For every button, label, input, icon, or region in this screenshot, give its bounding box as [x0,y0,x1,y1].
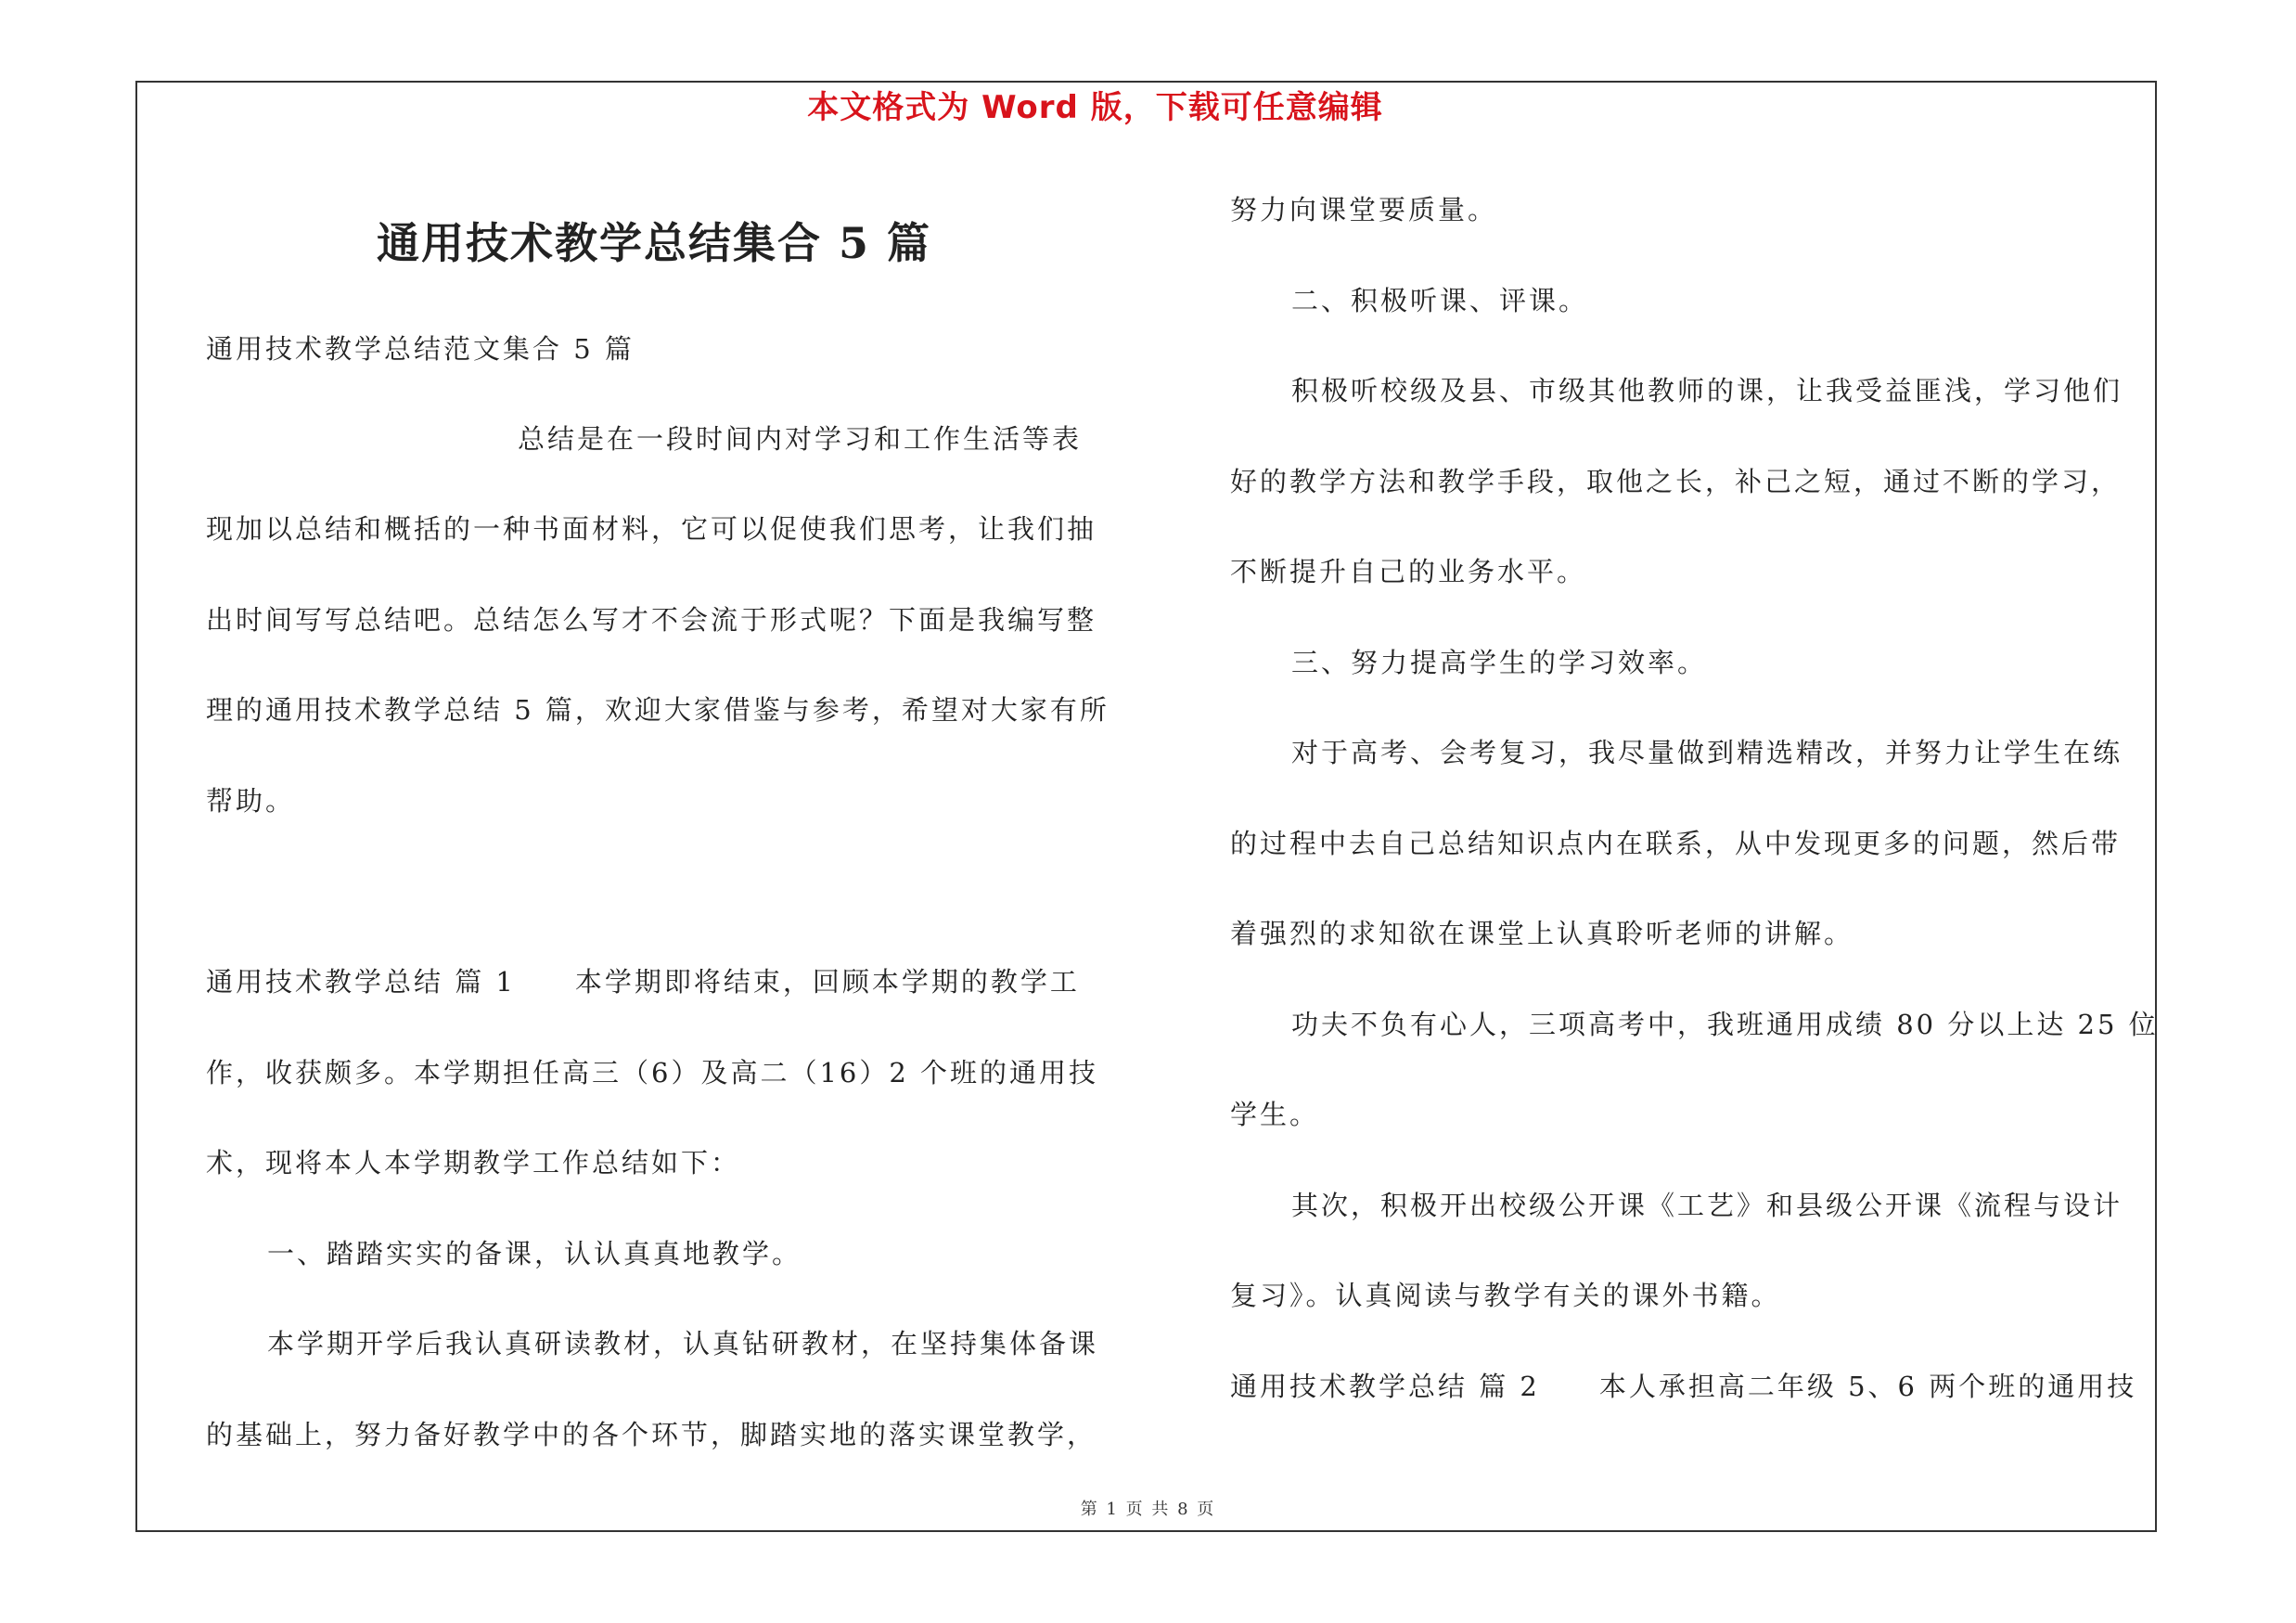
body-line: 总结是在一段时间内对学习和工作生活等表 [518,423,1083,455]
body-line: 二、积极听课、评课。 [1291,285,1589,316]
body-line: 通用技术教学总结范文集合 5 篇 [206,333,635,365]
body-line: 好的教学方法和教学手段，取他之长，补己之短，通过不断的学习， [1230,466,2122,497]
body-line: 复习》。认真阅读与教学有关的课外书籍。 [1230,1280,1781,1311]
body-line: 学生。 [1230,1099,1320,1130]
section-heading-line: 通用技术教学总结 篇 2 本人承担高二年级 5、6 两个班的通用技 [1230,1371,2137,1402]
body-line: 作，收获颇多。本学期担任高三（6）及高二（16）2 个班的通用技 [206,1057,1099,1088]
body-line: 现加以总结和概括的一种书面材料，它可以促使我们思考，让我们抽 [206,513,1097,545]
body-line: 的基础上，努力备好教学中的各个环节，脚踏实地的落实课堂教学， [206,1419,1097,1450]
page-frame [135,81,2157,1532]
body-line: 积极听校级及县、市级其他教师的课，让我受益匪浅，学习他们 [1291,375,2123,406]
page-number-footer: 第 1 页 共 8 页 [1080,1500,1216,1519]
body-line: 着强烈的求知欲在课堂上认真聆听老师的讲解。 [1230,918,1854,949]
body-line: 术，现将本人本学期教学工作总结如下： [206,1147,741,1179]
body-line: 其次，积极开出校级公开课《工艺》和县级公开课《流程与设计 [1291,1190,2123,1221]
section-heading-line: 通用技术教学总结 篇 1 本学期即将结束，回顾本学期的教学工 [206,966,1080,998]
body-line: 一、踏踏实实的备课，认认真真地教学。 [267,1238,802,1269]
body-line: 出时间写写总结吧。总结怎么写才不会流于形式呢？下面是我编写整 [206,604,1097,636]
body-line: 本学期开学后我认真研读教材，认真钻研教材，在坚持集体备课 [267,1328,1099,1359]
body-line: 三、努力提高学生的学习效率。 [1291,647,1708,678]
body-line: 对于高考、会考复习，我尽量做到精选精改，并努力让学生在练 [1291,737,2123,768]
body-line: 功夫不负有心人，三项高考中，我班通用成绩 80 分以上达 25 位 [1291,1009,2159,1040]
document-title: 通用技术教学总结集合 5 篇 [377,218,932,268]
word-format-banner: 本文格式为 Word 版，下载可任意编辑 [807,89,1383,126]
body-line: 不断提升自己的业务水平。 [1230,556,1587,587]
body-line: 帮助。 [206,785,296,817]
body-line: 努力向课堂要质量。 [1230,194,1498,225]
body-line: 的过程中去自己总结知识点内在联系，从中发现更多的问题，然后带 [1230,828,2122,859]
body-line: 理的通用技术教学总结 5 篇，欢迎大家借鉴与参考，希望对大家有所 [206,694,1110,726]
